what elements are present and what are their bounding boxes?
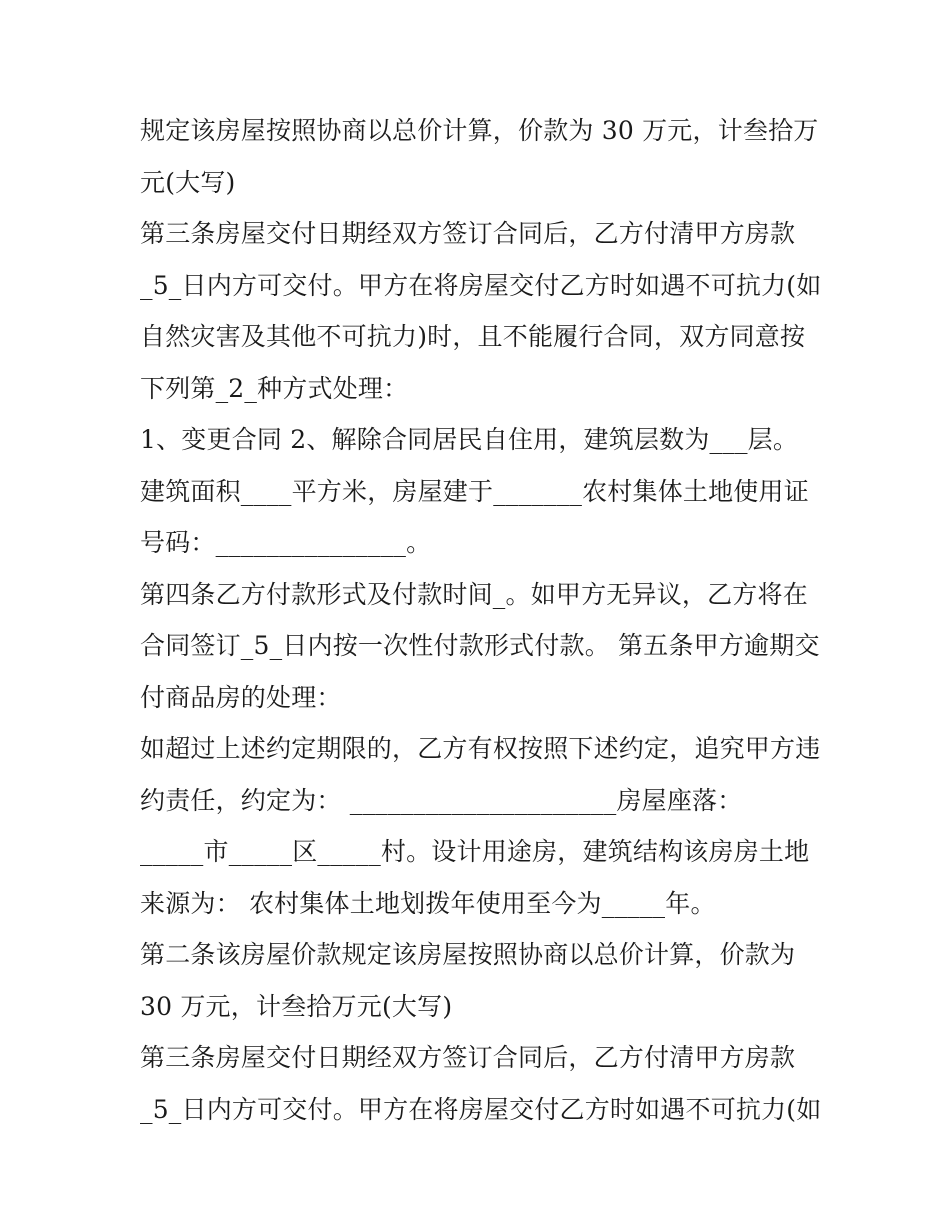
text-line-9: 号码：_______________。 bbox=[140, 528, 432, 557]
text-line-7: 1、变更合同 2、解除合同居民自住用，建筑层数为___层。 bbox=[140, 425, 799, 454]
text-line-5: 自然灾害及其他不可抗力)时，且不能履行合同，双方同意按 bbox=[140, 322, 806, 351]
text-line-18: 30 万元，计叁拾万元(大写) bbox=[140, 991, 453, 1021]
text-line-6: 下列第_2_种方式处理： bbox=[140, 373, 409, 403]
contract-text-body bbox=[140, 105, 830, 1135]
text-line-2: 元(大写) bbox=[140, 167, 236, 197]
text-line-3: 第三条房屋交付日期经双方签订合同后，乙方付清甲方房款 bbox=[140, 219, 796, 248]
text-line-1: 规定该房屋按照协商以总价计算，价款为 30 万元，计叁拾万 bbox=[140, 116, 819, 145]
text-line-8: 建筑面积____平方米，房屋建于_______农村集体土地使用证 bbox=[140, 476, 809, 506]
text-line-12: 付商品房的处理： bbox=[140, 682, 342, 712]
text-line-16: 来源为： 农村集体土地划拨年使用至今为_____年。 bbox=[140, 888, 716, 918]
text-line-19: 第三条房屋交付日期经双方签订合同后，乙方付清甲方房款 bbox=[140, 1043, 796, 1072]
text-line-17: 第二条该房屋价款规定该房屋按照协商以总价计算，价款为 bbox=[140, 940, 796, 969]
text-line-10: 第四条乙方付款形式及付款时间_。如甲方无异议，乙方将在 bbox=[140, 579, 808, 609]
text-line-14: 约责任，约定为： _____________________房屋座落： bbox=[140, 785, 743, 815]
text-line-11: 合同签订_5_日内按一次性付款形式付款。 第五条甲方逾期交 bbox=[140, 631, 820, 660]
text-line-13: 如超过上述约定期限的，乙方有权按照下述约定，追究甲方违 bbox=[140, 734, 821, 763]
text-line-15: _____市_____区_____村。设计用途房，建筑结构该房房土地 bbox=[140, 837, 810, 866]
text-line-4: _5_日内方可交付。甲方在将房屋交付乙方时如遇不可抗力(如 bbox=[140, 270, 822, 300]
text-line-20: _5_日内方可交付。甲方在将房屋交付乙方时如遇不可抗力(如 bbox=[140, 1094, 822, 1124]
